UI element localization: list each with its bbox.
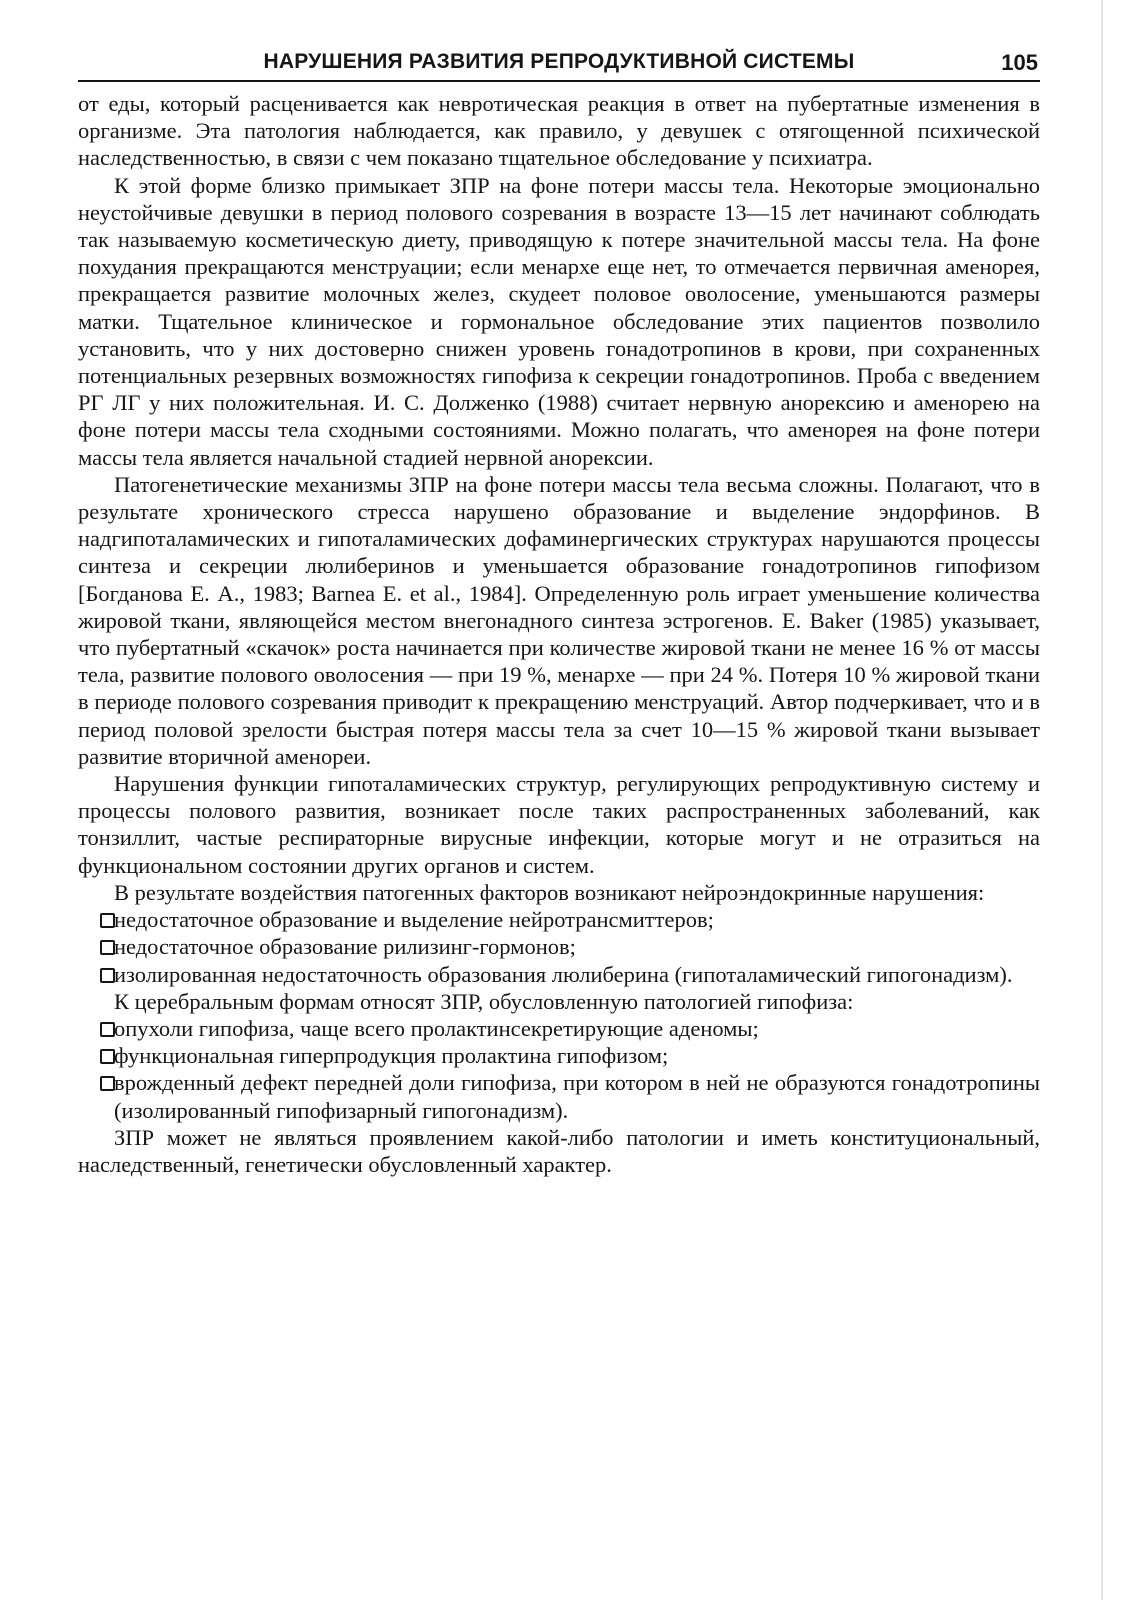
cerebral-forms-list (78, 1015, 1040, 1124)
checkbox-bullet-icon (100, 968, 115, 983)
page-edge (1101, 0, 1103, 1600)
paragraph-4: Нарушения функции гипоталамических структур, регулирующих репродуктивную систему и процессы полового развития, возникает после таких распространенных заболеваний, как тонзиллит, частые респираторные вирусные инфекции, которые могут и не отразиться на функциональном состоянии других органов и систем. (78, 771, 1040, 878)
list-item (78, 961, 1040, 988)
running-head (78, 44, 1040, 82)
list-item-text: функциональная гиперпродукция пролактина гипофизом; (114, 1043, 669, 1069)
list-item (78, 1042, 1040, 1069)
list-item (78, 1069, 1040, 1123)
checkbox-bullet-icon (100, 1076, 115, 1091)
paragraph-1: от еды, который расценивается как невротическая реакция в ответ на пубертатные изменения в организме. Эта патология наблюдается, как правило, у девушек с отягощенной психической наследственностью, в связи с чем показано тщательное обследование у психиатра. (78, 91, 1040, 171)
list-item-text: врожденный дефект передней доли гипофиза, при котором в ней не образуются гонадотропины (изолированный гипофизарный гипогонадизм). (114, 1070, 1040, 1123)
list-item (78, 906, 1040, 933)
checkbox-bullet-icon (100, 940, 115, 955)
paragraph-7: ЗПР может не являться проявлением какой-либо патологии и иметь конституциональный, наследственный, генетически обусловленный характер. (78, 1124, 1040, 1177)
body-text (78, 90, 1040, 1178)
checkbox-bullet-icon (100, 913, 115, 928)
list-item-text: изолированная недостаточность образования люлиберина (гипоталамический гипогонадизм). (114, 961, 1013, 987)
book-page (78, 44, 1040, 1178)
checkbox-bullet-icon (100, 1022, 115, 1037)
running-title: НАРУШЕНИЯ РАЗВИТИЯ РЕПРОДУКТИВНОЙ СИСТЕМЫ (263, 50, 855, 73)
list-item-text: недостаточное образование рилизинг-гормонов; (114, 934, 576, 960)
page-number: 105 (1001, 50, 1038, 75)
paragraph-6: К церебральным формам относят ЗПР, обусловленную патологией гипофиза: (114, 988, 854, 1014)
list-item (78, 933, 1040, 960)
paragraph-2: К этой форме близко примыкает ЗПР на фоне потери массы тела. Некоторые эмоционально неустойчивые девушки в период полового созревания в возрасте 13—15 лет начинают соблюдать так называемую косметическую диету, приводящую к потере значительной массы тела. На фоне похудания прекращаются менструации; если менархе еще нет, то отмечается первичная аменорея, прекращается развитие молочных желез, скудеет половое оволосение, уменьшаются размеры матки. Тщательное клиническое и гормональное обследование этих пациентов позволило установить, что у них достоверно снижен уровень гонадотропинов в крови, при сохраненных потенциальных резервных возможностях гипофиза к секреции гонадотропинов. Проба с введением РГ ЛГ у них положительная. И. С. Долженко (1988) считает нервную анорексию и аменорею на фоне потери массы тела сходными состояниями. Можно полагать, что аменорея на фоне потери массы тела является начальной стадией нервной анорексии. (78, 172, 1040, 470)
list-item (78, 1015, 1040, 1042)
list-item-text: опухоли гипофиза, чаще всего пролактинсекретирующие аденомы; (114, 1015, 759, 1041)
paragraph-5: В результате воздействия патогенных факторов возникают нейроэндокринные нарушения: (114, 879, 985, 905)
paragraph-3: Патогенетические механизмы ЗПР на фоне потери массы тела весьма сложны. Полагают, что в результате хронического стресса нарушено образование и выделение эндорфинов. В надгипоталамических и гипоталамических дофаминергических структурах нарушаются процессы синтеза и секреции люлиберинов и уменьшается образование гонадотропинов гипофизом [Богданова Е. А., 1983; Barnea E. et al., 1984]. Определенную роль играет уменьшение количества жировой ткани, являющейся местом внегонадного синтеза эстрогенов. E. Baker (1985) указывает, что пубертатный «скачок» роста начинается при количестве жировой ткани не менее 16 % от массы тела, развитие полового оволосения — при 19 %, менархе — при 24 %. Потеря 10 % жировой ткани в периоде полового созревания приводит к прекращению менструаций. Автор подчеркивает, что и в период половой зрелости быстрая потеря массы тела за счет 10—15 % жировой ткани вызывает развитие вторичной аменореи. (78, 471, 1040, 769)
checkbox-bullet-icon (100, 1049, 115, 1064)
list-item-text: недостаточное образование и выделение нейротрансмиттеров; (114, 907, 714, 933)
neuroendocrine-disorders-list (78, 906, 1040, 988)
